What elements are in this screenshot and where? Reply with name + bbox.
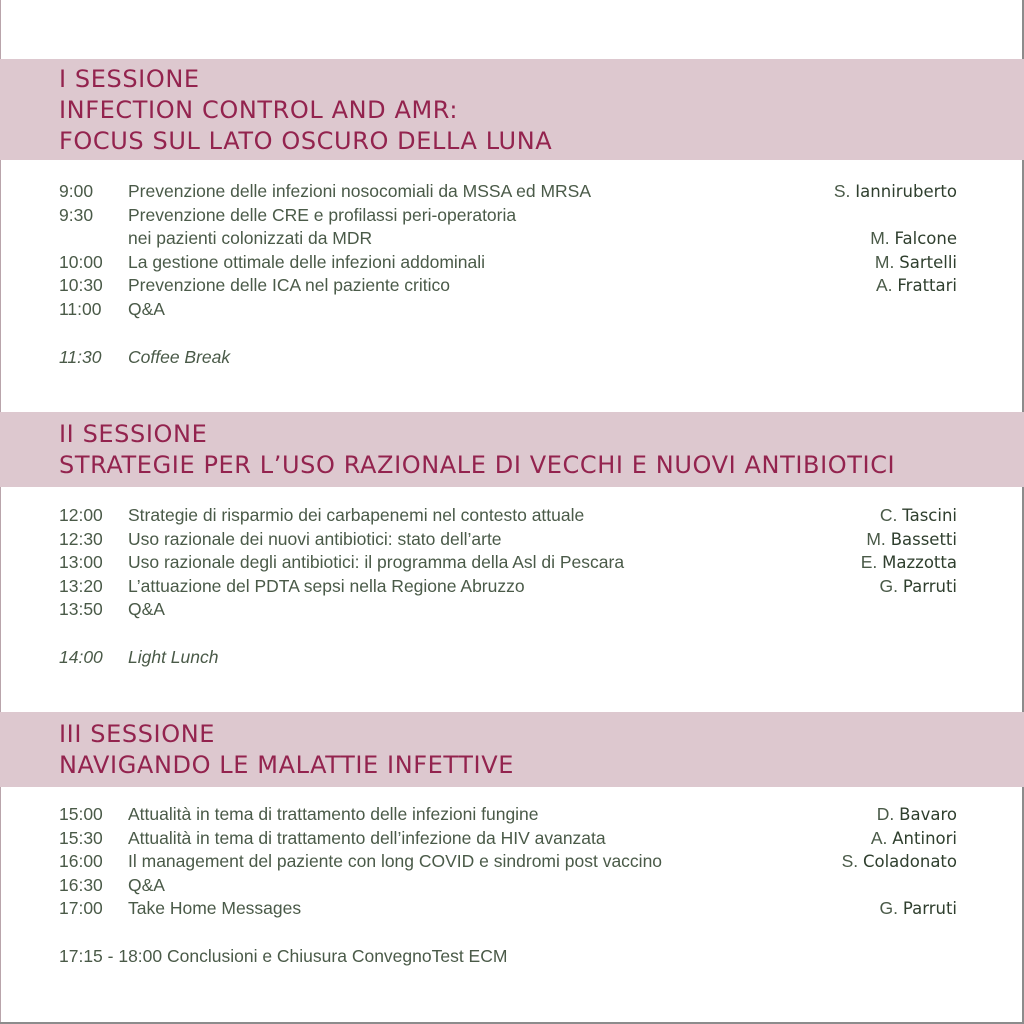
talk-time: 10:00 <box>59 251 103 272</box>
speaker <box>871 827 957 851</box>
talk-title: Attualità in tema di trattamento dell’infezione da HIV avanzata <box>128 827 606 848</box>
speaker <box>834 180 957 204</box>
speaker <box>880 504 957 528</box>
talk-title: Q&A <box>128 599 165 620</box>
talk-time: 13:50 <box>59 599 103 620</box>
speaker-surname: Mazzotta <box>882 553 957 573</box>
speaker-initial: M. <box>874 251 895 272</box>
session-2-schedule <box>0 504 1024 670</box>
speaker-initial: G. <box>879 898 899 919</box>
schedule-row <box>0 298 1024 322</box>
talk-title: Q&A <box>128 298 165 319</box>
speaker-initial: A. <box>870 827 888 848</box>
break-time: 14:00 <box>59 646 103 667</box>
speaker-surname: Bassetti <box>890 529 957 549</box>
schedule-row <box>0 180 1024 204</box>
session-1-number: I SESSIONE <box>59 65 200 93</box>
break-time: 11:30 <box>59 346 102 367</box>
session-3-schedule <box>0 803 1024 921</box>
session-2-title-line-1: STRATEGIE PER L’USO RAZIONALE DI VECCHI E NUOVI ANTIBIOTICI <box>59 451 896 479</box>
break-row <box>0 646 1024 670</box>
speaker-initial: D. <box>876 804 895 824</box>
speaker <box>861 551 957 575</box>
talk-time: 16:00 <box>59 851 103 872</box>
talk-title: Uso razionale degli antibiotici: il programma della Asl di Pescara <box>128 552 625 573</box>
talk-time: 13:00 <box>59 552 103 573</box>
talk-time: 15:30 <box>59 827 103 848</box>
speaker <box>880 897 957 921</box>
break-label: Coffee Break <box>128 346 231 367</box>
schedule-row <box>0 850 1024 874</box>
talk-time: 11:00 <box>59 298 102 319</box>
talk-title: La gestione ottimale delle infezioni addominali <box>128 251 486 272</box>
session-1-title-line-2: FOCUS SUL LATO OSCURO DELLA LUNA <box>59 127 553 155</box>
talk-time: 16:30 <box>59 874 103 895</box>
talk-title: Prevenzione delle ICA nel paziente critico <box>128 275 450 296</box>
speaker-initial: S. <box>833 181 851 201</box>
speaker-surname: Antinori <box>892 828 957 848</box>
speaker-initial: E. <box>860 552 878 573</box>
talk-title: Prevenzione delle CRE e profilassi peri-operatoria <box>128 204 517 225</box>
schedule-row <box>0 528 1024 552</box>
schedule-row <box>0 204 1024 228</box>
session-3-title-line-1: NAVIGANDO LE MALATTIE INFETTIVE <box>59 751 514 779</box>
speaker <box>880 575 957 599</box>
speaker-initial: M. <box>870 228 890 249</box>
speaker-initial: A. <box>875 275 893 296</box>
speaker-surname: Parruti <box>902 899 957 919</box>
talk-title: Q&A <box>128 874 165 895</box>
speaker <box>870 227 957 251</box>
session-1-schedule <box>0 180 1024 369</box>
talk-title: Prevenzione delle infezioni nosocomiali da MSSA ed MRSA <box>128 181 592 201</box>
talk-time: 10:30 <box>59 275 103 296</box>
speaker-initial: M. <box>866 528 886 549</box>
schedule-row <box>0 251 1024 275</box>
schedule-row <box>0 551 1024 575</box>
schedule-row <box>0 575 1024 599</box>
speaker <box>875 251 957 275</box>
talk-time: 12:00 <box>59 505 103 525</box>
speaker-initial: G. <box>879 575 899 596</box>
schedule-row <box>0 897 1024 921</box>
schedule-row <box>0 227 1024 251</box>
talk-time: 17:00 <box>59 898 103 919</box>
schedule-row <box>0 504 1024 528</box>
speaker-surname: Ianniruberto <box>855 182 957 201</box>
talk-title: Attualità in tema di trattamento delle infezioni fungine <box>128 804 539 824</box>
talk-title: Il management del paziente con long COVID e sindromi post vaccino <box>128 851 663 872</box>
speaker-surname: Frattari <box>897 276 957 296</box>
schedule-row <box>0 803 1024 827</box>
talk-title: Take Home Messages <box>128 898 302 919</box>
break-row <box>0 346 1024 370</box>
speaker <box>866 528 957 552</box>
speaker-surname: Tascini <box>902 506 957 525</box>
session-2-header <box>0 412 1024 487</box>
talk-time: 12:30 <box>59 528 103 549</box>
talk-title: Strategie di risparmio dei carbapenemi nel contesto attuale <box>128 505 585 525</box>
session-1-header <box>0 59 1024 160</box>
closing-line: 17:15 - 18:00 Conclusioni e Chiusura ConvegnoTest ECM <box>59 946 508 966</box>
talk-time: 9:30 <box>59 204 94 225</box>
session-2-number: II SESSIONE <box>59 420 208 448</box>
schedule-row <box>0 874 1024 898</box>
talk-title: L’attuazione del PDTA sepsi nella Regione Abruzzo <box>128 575 525 596</box>
speaker-surname: Parruti <box>902 576 957 596</box>
session-3-number: III SESSIONE <box>59 720 216 748</box>
schedule-row <box>0 827 1024 851</box>
schedule-row <box>0 274 1024 298</box>
speaker <box>842 850 957 874</box>
speaker-surname: Bavaro <box>899 805 957 824</box>
talk-time: 15:00 <box>59 804 103 824</box>
talk-title-continued: nei pazienti colonizzati da MDR <box>128 228 373 249</box>
speaker-surname: Sartelli <box>899 252 957 272</box>
speaker <box>876 274 957 298</box>
schedule-row <box>0 598 1024 622</box>
break-label: Light Lunch <box>128 646 219 667</box>
talk-time: 13:20 <box>59 575 103 596</box>
speaker-initial: C. <box>879 505 898 525</box>
speaker <box>877 803 957 827</box>
speaker-surname: Falcone <box>894 229 957 249</box>
talk-title: Uso razionale dei nuovi antibiotici: stato dell’arte <box>128 528 502 549</box>
talk-time: 9:00 <box>59 181 94 201</box>
speaker-initial: S. <box>841 851 859 872</box>
session-1-title-line-1: INFECTION CONTROL AND AMR: <box>59 96 459 124</box>
speaker-surname: Coladonato <box>862 852 957 872</box>
session-3-header <box>0 712 1024 787</box>
